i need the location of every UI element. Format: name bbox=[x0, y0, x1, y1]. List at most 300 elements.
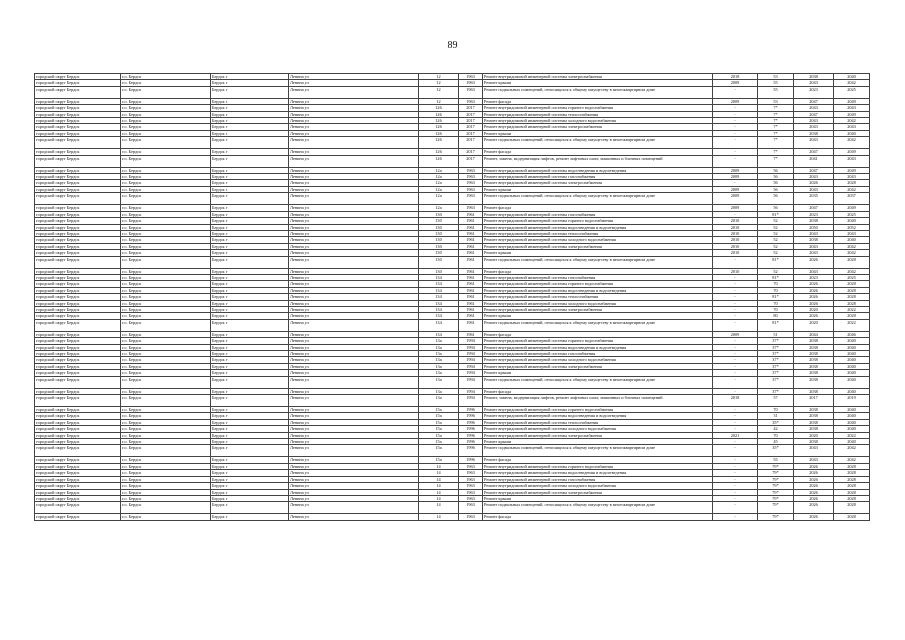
cell-last-repair-year: - bbox=[713, 407, 758, 413]
cell-wear-percent: 37* bbox=[758, 376, 794, 388]
cell-last-repair-year: - bbox=[713, 130, 758, 136]
cell-plan-start-year: 2047 bbox=[794, 205, 834, 211]
cell-street: Ленина ул bbox=[289, 281, 419, 287]
cell-plan-start-year: 2047 bbox=[794, 149, 834, 155]
cell-street: Ленина ул bbox=[289, 306, 419, 312]
cell-house-number: 134 bbox=[419, 313, 459, 319]
cell-house-number: 130 bbox=[419, 256, 459, 268]
cell-plan-start-year: 2026 bbox=[794, 502, 834, 514]
cell-locality: Бердск г bbox=[211, 445, 289, 457]
cell-house-number: 12 bbox=[419, 74, 459, 80]
cell-locality: Бердск г bbox=[211, 243, 289, 249]
cell-work-type: Ремонт крыши bbox=[483, 130, 713, 136]
cell-municipality: г.о. Бердск bbox=[121, 300, 211, 306]
cell-plan-start-year: 2043 bbox=[794, 230, 834, 236]
cell-municipality: г.о. Бердск bbox=[121, 130, 211, 136]
cell-plan-end-year: 2042 bbox=[834, 268, 870, 274]
cell-district: городской округ Бердск bbox=[35, 432, 121, 438]
cell-locality: Бердск г bbox=[211, 514, 289, 520]
cell-build-year: 1996 bbox=[459, 407, 483, 413]
cell-house-number: 15а bbox=[419, 432, 459, 438]
cell-wear-percent: 70 bbox=[758, 300, 794, 306]
cell-street: Ленина ул bbox=[289, 376, 419, 388]
cell-plan-start-year: 2038 bbox=[794, 130, 834, 136]
cell-municipality: г.о. Бердск bbox=[121, 463, 211, 469]
cell-last-repair-year: 2018 bbox=[713, 395, 758, 407]
cell-locality: Бердск г bbox=[211, 395, 289, 407]
cell-wear-percent: 45 bbox=[758, 439, 794, 445]
cell-district: городской округ Бердск bbox=[35, 331, 121, 337]
cell-plan-end-year: 2028 bbox=[834, 300, 870, 306]
cell-district: городской округ Бердск bbox=[35, 155, 121, 167]
cell-street: Ленина ул bbox=[289, 105, 419, 111]
cell-last-repair-year: 2010 bbox=[713, 243, 758, 249]
cell-locality: Бердск г bbox=[211, 130, 289, 136]
cell-plan-start-year: 2035 bbox=[794, 193, 834, 205]
cell-plan-start-year: 2043 bbox=[794, 186, 834, 192]
cell-municipality: г.о. Бердск bbox=[121, 331, 211, 337]
cell-build-year: 1963 bbox=[459, 483, 483, 489]
cell-work-type: Ремонт внутридомовой инженерной системы водоотведения и водоотведения bbox=[483, 470, 713, 476]
cell-plan-end-year: 2040 bbox=[834, 407, 870, 413]
cell-district: городской округ Бердск bbox=[35, 105, 121, 111]
cell-plan-end-year: 2040 bbox=[834, 130, 870, 136]
cell-wear-percent: 37* bbox=[758, 388, 794, 394]
cell-municipality: г.о. Бердск bbox=[121, 230, 211, 236]
cell-locality: Бердск г bbox=[211, 407, 289, 413]
cell-house-number: 14 bbox=[419, 495, 459, 501]
cell-last-repair-year: 2018 bbox=[713, 74, 758, 80]
cell-plan-start-year: 2043 bbox=[794, 118, 834, 124]
cell-district: городской округ Бердск bbox=[35, 319, 121, 331]
cell-locality: Бердск г bbox=[211, 167, 289, 173]
table-row bbox=[35, 514, 870, 520]
cell-work-type: Ремонт внутридомовой инженерной системы горячего водоснабжения bbox=[483, 218, 713, 224]
cell-build-year: 1961 bbox=[459, 287, 483, 293]
cell-locality: Бердск г bbox=[211, 388, 289, 394]
cell-work-type: Ремонт внутридомовой инженерной системы газоснабжения bbox=[483, 476, 713, 482]
cell-municipality: г.о. Бердск bbox=[121, 419, 211, 425]
cell-last-repair-year: - bbox=[713, 111, 758, 117]
cell-district: городской округ Бердск bbox=[35, 130, 121, 136]
cell-house-number: 15а bbox=[419, 457, 459, 463]
cell-plan-end-year: 2049 bbox=[834, 205, 870, 211]
cell-plan-end-year: 2040 bbox=[834, 426, 870, 432]
cell-district: городской округ Бердск bbox=[35, 149, 121, 155]
cell-last-repair-year: - bbox=[713, 338, 758, 344]
cell-district: городской округ Бердск bbox=[35, 483, 121, 489]
cell-locality: Бердск г bbox=[211, 237, 289, 243]
cell-work-type: Ремонт подвальных помещений, относящихся к общему имуществу в многоквартирном доме bbox=[483, 137, 713, 149]
cell-build-year: 2017 bbox=[459, 111, 483, 117]
cell-house-number: 14 bbox=[419, 463, 459, 469]
cell-work-type: Ремонт внутридомовой инженерной системы водоотведения и водоотведения bbox=[483, 413, 713, 419]
cell-street: Ленина ул bbox=[289, 268, 419, 274]
cell-municipality: г.о. Бердск bbox=[121, 186, 211, 192]
cell-municipality: г.о. Бердск bbox=[121, 413, 211, 419]
cell-district: городской округ Бердск bbox=[35, 74, 121, 80]
cell-house-number: 15а bbox=[419, 419, 459, 425]
cell-wear-percent: 37* bbox=[758, 338, 794, 344]
cell-plan-end-year: 2028 bbox=[834, 502, 870, 514]
cell-build-year: 1961 bbox=[459, 211, 483, 217]
cell-plan-start-year: 2047 bbox=[794, 111, 834, 117]
cell-work-type: Ремонт внутридомовой инженерной системы водоотведения и водоотведения bbox=[483, 224, 713, 230]
cell-municipality: г.о. Бердск bbox=[121, 363, 211, 369]
cell-locality: Бердск г bbox=[211, 250, 289, 256]
cell-plan-end-year: 2028 bbox=[834, 495, 870, 501]
cell-plan-start-year: 2026 bbox=[794, 483, 834, 489]
cell-plan-end-year: 2042 bbox=[834, 137, 870, 149]
cell-last-repair-year: - bbox=[713, 445, 758, 457]
cell-municipality: г.о. Бердск bbox=[121, 407, 211, 413]
cell-last-repair-year: - bbox=[713, 463, 758, 469]
cell-wear-percent: 7* bbox=[758, 137, 794, 149]
cell-district: городской округ Бердск bbox=[35, 237, 121, 243]
cell-municipality: г.о. Бердск bbox=[121, 432, 211, 438]
cell-house-number: 126 bbox=[419, 149, 459, 155]
cell-street: Ленина ул bbox=[289, 445, 419, 457]
cell-last-repair-year: 2010 bbox=[713, 268, 758, 274]
cell-build-year: 1961 bbox=[459, 250, 483, 256]
cell-build-year: 1996 bbox=[459, 439, 483, 445]
cell-house-number: 12а bbox=[419, 186, 459, 192]
cell-wear-percent: 52 bbox=[758, 218, 794, 224]
cell-street: Ленина ул bbox=[289, 174, 419, 180]
cell-district: городской округ Бердск bbox=[35, 287, 121, 293]
cell-plan-start-year: 2023 bbox=[794, 211, 834, 217]
cell-plan-end-year: 2028 bbox=[834, 470, 870, 476]
cell-wear-percent: 79* bbox=[758, 489, 794, 495]
cell-work-type: Ремонт внутридомовой инженерной системы водоотведения и водоотведения bbox=[483, 167, 713, 173]
cell-house-number: 126 bbox=[419, 111, 459, 117]
cell-locality: Бердск г bbox=[211, 370, 289, 376]
cell-last-repair-year: - bbox=[713, 149, 758, 155]
cell-street: Ленина ул bbox=[289, 463, 419, 469]
cell-work-type: Ремонт внутридомовой инженерной системы горячего водоснабжения bbox=[483, 407, 713, 413]
cell-plan-start-year: 2043 bbox=[794, 457, 834, 463]
cell-district: городской округ Бердск bbox=[35, 495, 121, 501]
cell-plan-start-year: 2038 bbox=[794, 419, 834, 425]
cell-wear-percent: 79* bbox=[758, 502, 794, 514]
cell-plan-start-year: 2026 bbox=[794, 180, 834, 186]
cell-work-type: Ремонт внутридомовой инженерной системы холодного водоснабжения bbox=[483, 483, 713, 489]
cell-district: городской округ Бердск bbox=[35, 376, 121, 388]
cell-locality: Бердск г bbox=[211, 483, 289, 489]
cell-street: Ленина ул bbox=[289, 186, 419, 192]
cell-locality: Бердск г bbox=[211, 306, 289, 312]
cell-locality: Бердск г bbox=[211, 281, 289, 287]
cell-wear-percent: 52 bbox=[758, 230, 794, 236]
cell-build-year: 1963 bbox=[459, 514, 483, 520]
cell-district: городской округ Бердск bbox=[35, 211, 121, 217]
cell-plan-start-year: 2038 bbox=[794, 363, 834, 369]
cell-build-year: 1994 bbox=[459, 351, 483, 357]
cell-work-type: Ремонт подвальных помещений, относящихся к общему имуществу в многоквартирном доме bbox=[483, 319, 713, 331]
cell-house-number: 130 bbox=[419, 237, 459, 243]
cell-wear-percent: 70 bbox=[758, 306, 794, 312]
cell-plan-start-year: 2023 bbox=[794, 274, 834, 280]
cell-build-year: 1994 bbox=[459, 357, 483, 363]
cell-plan-end-year: 2042 bbox=[834, 186, 870, 192]
cell-plan-end-year: 2043 bbox=[834, 124, 870, 130]
cell-street: Ленина ул bbox=[289, 230, 419, 236]
cell-district: городской округ Бердск bbox=[35, 407, 121, 413]
cell-house-number: 15а bbox=[419, 426, 459, 432]
cell-locality: Бердск г bbox=[211, 274, 289, 280]
cell-district: городской округ Бердск bbox=[35, 370, 121, 376]
cell-build-year: 2017 bbox=[459, 124, 483, 130]
cell-locality: Бердск г bbox=[211, 300, 289, 306]
cell-plan-end-year: 2025 bbox=[834, 211, 870, 217]
cell-plan-start-year: 2020 bbox=[794, 306, 834, 312]
cell-work-type: Ремонт подвальных помещений, относящихся к общему имуществу в многоквартирном доме bbox=[483, 256, 713, 268]
cell-street: Ленина ул bbox=[289, 476, 419, 482]
cell-district: городской округ Бердск bbox=[35, 388, 121, 394]
cell-wear-percent: 55 bbox=[758, 457, 794, 463]
cell-work-type: Ремонт внутридомовой инженерной системы газоснабжения bbox=[483, 274, 713, 280]
cell-plan-end-year: 2040 bbox=[834, 338, 870, 344]
cell-municipality: г.о. Бердск bbox=[121, 118, 211, 124]
cell-locality: Бердск г bbox=[211, 287, 289, 293]
cell-plan-start-year: 2017 bbox=[794, 395, 834, 407]
cell-district: городской округ Бердск bbox=[35, 357, 121, 363]
cell-plan-start-year: 2038 bbox=[794, 74, 834, 80]
cell-plan-end-year: 2040 bbox=[834, 419, 870, 425]
cell-work-type: Ремонт фасада bbox=[483, 268, 713, 274]
cell-plan-end-year: 2028 bbox=[834, 483, 870, 489]
cell-last-repair-year: - bbox=[713, 118, 758, 124]
cell-wear-percent: 42 bbox=[758, 426, 794, 432]
cell-build-year: 1963 bbox=[459, 470, 483, 476]
cell-house-number: 134 bbox=[419, 274, 459, 280]
cell-plan-end-year: 2022 bbox=[834, 319, 870, 331]
cell-house-number: 13а bbox=[419, 344, 459, 350]
cell-build-year: 1963 bbox=[459, 463, 483, 469]
cell-work-type: Ремонт крыши bbox=[483, 313, 713, 319]
cell-locality: Бердск г bbox=[211, 470, 289, 476]
cell-district: городской округ Бердск bbox=[35, 218, 121, 224]
cell-plan-end-year: 2028 bbox=[834, 313, 870, 319]
cell-wear-percent: 79* bbox=[758, 483, 794, 489]
cell-last-repair-year: - bbox=[713, 357, 758, 363]
cell-district: городской округ Бердск bbox=[35, 344, 121, 350]
cell-municipality: г.о. Бердск bbox=[121, 426, 211, 432]
cell-wear-percent: 56 bbox=[758, 167, 794, 173]
cell-build-year: 1994 bbox=[459, 344, 483, 350]
cell-plan-end-year: 2040 bbox=[834, 413, 870, 419]
cell-district: городской округ Бердск bbox=[35, 489, 121, 495]
cell-work-type: Ремонт подвальных помещений, относящихся к общему имуществу в многоквартирном доме bbox=[483, 376, 713, 388]
cell-last-repair-year: 2009 bbox=[713, 174, 758, 180]
cell-house-number: 15а bbox=[419, 413, 459, 419]
cell-municipality: г.о. Бердск bbox=[121, 514, 211, 520]
cell-work-type: Ремонт фасада bbox=[483, 98, 713, 104]
cell-district: городской округ Бердск bbox=[35, 86, 121, 98]
cell-district: городской округ Бердск bbox=[35, 306, 121, 312]
cell-plan-end-year: 2042 bbox=[834, 457, 870, 463]
cell-plan-end-year: 2028 bbox=[834, 287, 870, 293]
cell-plan-end-year: 2025 bbox=[834, 86, 870, 98]
cell-street: Ленина ул bbox=[289, 86, 419, 98]
cell-build-year: 1961 bbox=[459, 300, 483, 306]
cell-plan-end-year: 2043 bbox=[834, 174, 870, 180]
cell-house-number: 14 bbox=[419, 489, 459, 495]
cell-house-number: 126 bbox=[419, 137, 459, 149]
cell-build-year: 1963 bbox=[459, 180, 483, 186]
cell-work-type: Ремонт внутридомовой инженерной системы теплоснабжения bbox=[483, 111, 713, 117]
cell-last-repair-year: 2010 bbox=[713, 218, 758, 224]
cell-wear-percent: 7* bbox=[758, 149, 794, 155]
cell-build-year: 1994 bbox=[459, 363, 483, 369]
cell-work-type: Ремонт внутридомовой инженерной системы водоотведения и водоотведения bbox=[483, 287, 713, 293]
cell-district: городской округ Бердск bbox=[35, 395, 121, 407]
cell-locality: Бердск г bbox=[211, 338, 289, 344]
cell-plan-end-year: 2049 bbox=[834, 111, 870, 117]
cell-plan-end-year: 2040 bbox=[834, 439, 870, 445]
cell-house-number: 13а bbox=[419, 376, 459, 388]
cell-district: городской округ Бердск bbox=[35, 174, 121, 180]
table-row bbox=[35, 395, 870, 407]
cell-street: Ленина ул bbox=[289, 130, 419, 136]
cell-street: Ленина ул bbox=[289, 180, 419, 186]
cell-plan-end-year: 2042 bbox=[834, 250, 870, 256]
cell-plan-start-year: 2020 bbox=[794, 319, 834, 331]
cell-wear-percent: 37* bbox=[758, 357, 794, 363]
cell-plan-start-year: 2026 bbox=[794, 495, 834, 501]
cell-plan-start-year: 2043 bbox=[794, 445, 834, 457]
cell-last-repair-year: - bbox=[713, 370, 758, 376]
cell-street: Ленина ул bbox=[289, 514, 419, 520]
cell-locality: Бердск г bbox=[211, 363, 289, 369]
cell-last-repair-year: - bbox=[713, 426, 758, 432]
cell-street: Ленина ул bbox=[289, 395, 419, 407]
cell-house-number: 134 bbox=[419, 281, 459, 287]
cell-work-type: Ремонт внутридомовой инженерной системы газоснабжения bbox=[483, 174, 713, 180]
cell-work-type: Ремонт внутридомовой инженерной системы теплоснабжения bbox=[483, 419, 713, 425]
cell-wear-percent: 79* bbox=[758, 463, 794, 469]
cell-municipality: г.о. Бердск bbox=[121, 224, 211, 230]
cell-wear-percent: 80 bbox=[758, 313, 794, 319]
cell-locality: Бердск г bbox=[211, 419, 289, 425]
cell-wear-percent: 52 bbox=[758, 268, 794, 274]
cell-last-repair-year: - bbox=[713, 476, 758, 482]
cell-plan-end-year: 2040 bbox=[834, 363, 870, 369]
cell-wear-percent: 7* bbox=[758, 105, 794, 111]
cell-plan-end-year: 2042 bbox=[834, 118, 870, 124]
cell-street: Ленина ул bbox=[289, 80, 419, 86]
cell-build-year: 1963 bbox=[459, 502, 483, 514]
cell-district: городской округ Бердск bbox=[35, 180, 121, 186]
cell-district: городской округ Бердск bbox=[35, 476, 121, 482]
cell-plan-start-year: 2047 bbox=[794, 167, 834, 173]
cell-work-type: Ремонт внутридомовой инженерной системы холодного водоснабжения bbox=[483, 118, 713, 124]
cell-house-number: 14 bbox=[419, 470, 459, 476]
cell-street: Ленина ул bbox=[289, 495, 419, 501]
cell-work-type: Ремонт крыши bbox=[483, 439, 713, 445]
cell-work-type: Ремонт внутридомовой инженерной системы холодного водоснабжения bbox=[483, 426, 713, 432]
cell-plan-start-year: 2026 bbox=[794, 514, 834, 520]
cell-plan-end-year: 2049 bbox=[834, 167, 870, 173]
cell-work-type: Ремонт фасада bbox=[483, 149, 713, 155]
cell-house-number: 12 bbox=[419, 80, 459, 86]
cell-plan-start-year: 2038 bbox=[794, 439, 834, 445]
cell-municipality: г.о. Бердск bbox=[121, 470, 211, 476]
cell-street: Ленина ул bbox=[289, 149, 419, 155]
cell-plan-end-year: 2025 bbox=[834, 274, 870, 280]
table-row bbox=[35, 193, 870, 205]
cell-last-repair-year: 2009 bbox=[713, 331, 758, 337]
cell-locality: Бердск г bbox=[211, 105, 289, 111]
cell-plan-start-year: 2026 bbox=[794, 281, 834, 287]
cell-last-repair-year: 2021 bbox=[713, 432, 758, 438]
cell-plan-end-year: 2040 bbox=[834, 357, 870, 363]
cell-municipality: г.о. Бердск bbox=[121, 502, 211, 514]
cell-build-year: 2017 bbox=[459, 105, 483, 111]
cell-wear-percent: 81* bbox=[758, 211, 794, 217]
cell-municipality: г.о. Бердск bbox=[121, 218, 211, 224]
cell-street: Ленина ул bbox=[289, 344, 419, 350]
cell-municipality: г.о. Бердск bbox=[121, 105, 211, 111]
cell-house-number: 134 bbox=[419, 306, 459, 312]
cell-locality: Бердск г bbox=[211, 118, 289, 124]
cell-district: городской округ Бердск bbox=[35, 426, 121, 432]
cell-wear-percent: 55 bbox=[758, 86, 794, 98]
cell-wear-percent: 37* bbox=[758, 344, 794, 350]
cell-house-number: 126 bbox=[419, 105, 459, 111]
cell-plan-end-year: 2052 bbox=[834, 224, 870, 230]
cell-work-type: Ремонт крыши bbox=[483, 370, 713, 376]
cell-last-repair-year: 2010 bbox=[713, 250, 758, 256]
cell-wear-percent: 56 bbox=[758, 205, 794, 211]
cell-plan-start-year: 2047 bbox=[794, 98, 834, 104]
cell-work-type: Ремонт крыши bbox=[483, 80, 713, 86]
cell-locality: Бердск г bbox=[211, 439, 289, 445]
cell-last-repair-year: - bbox=[713, 351, 758, 357]
cell-locality: Бердск г bbox=[211, 193, 289, 205]
cell-locality: Бердск г bbox=[211, 111, 289, 117]
cell-house-number: 126 bbox=[419, 155, 459, 167]
cell-work-type: Ремонт внутридомовой инженерной системы горячего водоснабжения bbox=[483, 338, 713, 344]
cell-last-repair-year: - bbox=[713, 388, 758, 394]
cell-plan-start-year: 2026 bbox=[794, 476, 834, 482]
cell-municipality: г.о. Бердск bbox=[121, 338, 211, 344]
cell-last-repair-year: - bbox=[713, 287, 758, 293]
cell-plan-start-year: 2043 bbox=[794, 268, 834, 274]
cell-district: городской округ Бердск bbox=[35, 256, 121, 268]
cell-street: Ленина ул bbox=[289, 274, 419, 280]
cell-locality: Бердск г bbox=[211, 376, 289, 388]
cell-last-repair-year: 2010 bbox=[713, 224, 758, 230]
cell-municipality: г.о. Бердск bbox=[121, 174, 211, 180]
cell-build-year: 2017 bbox=[459, 137, 483, 149]
cell-municipality: г.о. Бердск bbox=[121, 137, 211, 149]
cell-plan-start-year: 2043 bbox=[794, 137, 834, 149]
cell-build-year: 1961 bbox=[459, 268, 483, 274]
cell-street: Ленина ул bbox=[289, 137, 419, 149]
cell-locality: Бердск г bbox=[211, 205, 289, 211]
cell-plan-start-year: 2026 bbox=[794, 294, 834, 300]
cell-work-type: Ремонт фасада bbox=[483, 514, 713, 520]
cell-municipality: г.о. Бердск bbox=[121, 489, 211, 495]
cell-build-year: 1996 bbox=[459, 419, 483, 425]
cell-house-number: 14 bbox=[419, 476, 459, 482]
cell-plan-start-year: 2038 bbox=[794, 344, 834, 350]
cell-locality: Бердск г bbox=[211, 174, 289, 180]
cell-wear-percent: 7* bbox=[758, 130, 794, 136]
cell-wear-percent: 37* bbox=[758, 363, 794, 369]
cell-municipality: г.о. Бердск bbox=[121, 476, 211, 482]
